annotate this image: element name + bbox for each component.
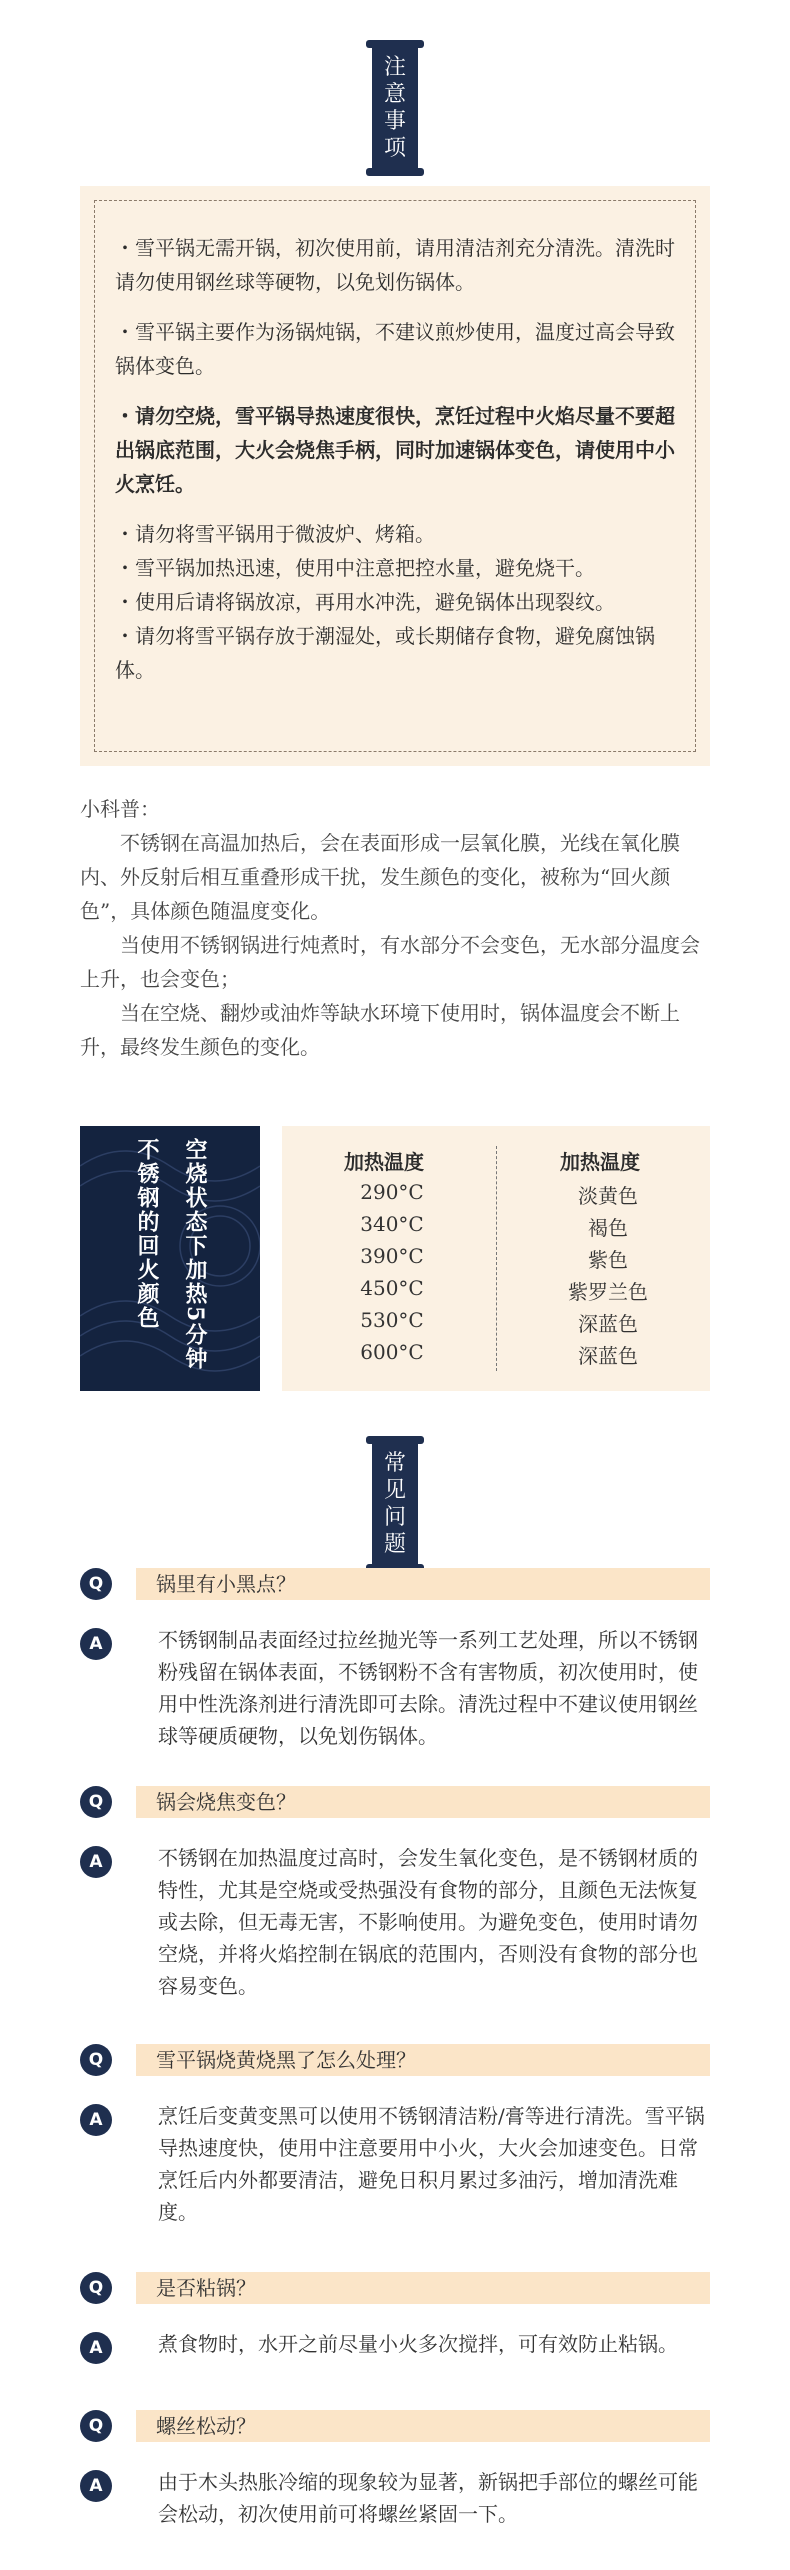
question-badge: Q bbox=[80, 1568, 112, 1600]
table-cell-color: 紫色 bbox=[588, 1248, 628, 1272]
answer-badge: A bbox=[80, 2104, 112, 2136]
science-paragraph: 不锈钢在高温加热后，会在表面形成一层氧化膜，光线在氧化膜内、外反射后相互重叠形成干扰，发生颜色的变化，被称为“回火颜色”，具体颜色随温度变化。 bbox=[80, 831, 680, 923]
seal-char: 事 bbox=[383, 109, 406, 134]
notice-box bbox=[80, 186, 710, 766]
faq-answer: 不锈钢在加热温度过高时，会发生氧化变色，是不锈钢材质的特性，尤其是空烧或受热强没有食物的部分，且颜色无法恢复或去除，但无毒无害，不影响使用。为避免变色，使用时请勿空烧，并将火焰控制在锅底的范围内，否则没有食物的部分也容易变色。 bbox=[158, 1846, 698, 1998]
wave-pattern-icon bbox=[80, 1126, 260, 1391]
science-paragraph: 当使用不锈钢锅进行炖煮时，有水部分不会变色，无水部分温度会上升，也会变色； bbox=[80, 933, 700, 991]
faq-question: 雪平锅烧黄烧黑了怎么处理？ bbox=[136, 2044, 710, 2076]
notice-item: ・使用后请将锅放凉，再用水冲洗，避免锅体出现裂纹。 bbox=[115, 590, 615, 614]
science-heading: 小科普： bbox=[80, 797, 160, 821]
faq-question: 螺丝松动？ bbox=[136, 2410, 710, 2442]
answer-badge: A bbox=[80, 2470, 112, 2502]
faq-answer: 由于木头热胀冷缩的现象较为显著，新锅把手部位的螺丝可能会松动，初次使用前可将螺丝紧固一下。 bbox=[158, 2470, 698, 2526]
table-cell-color: 褐色 bbox=[588, 1216, 628, 1240]
seal-char: 注 bbox=[383, 55, 406, 80]
notice-item: ・雪平锅加热迅速，使用中注意把控水量，避免烧干。 bbox=[115, 556, 595, 580]
answer-badge: A bbox=[80, 1628, 112, 1660]
seal-char: 问 bbox=[383, 1505, 406, 1530]
question-badge: Q bbox=[80, 1786, 112, 1818]
notice-seal bbox=[372, 44, 418, 172]
temperature-color-table bbox=[282, 1126, 710, 1391]
notice-item-warning: ・请勿空烧，雪平锅导热速度很快，烹饪过程中火焰尽量不要超出锅底范围，大火会烧焦手柄，同时加速锅体变色，请使用中小火烹饪。 bbox=[115, 404, 675, 496]
table-cell-temp: 390°C bbox=[360, 1244, 424, 1268]
faq-answer: 不锈钢制品表面经过拉丝抛光等一系列工艺处理，所以不锈钢粉残留在锅体表面，不锈钢粉不含有害物质，初次使用时，使用中性洗涤剂进行清洗即可去除。清洗过程中不建议使用钢丝球等硬质硬物，以免划伤锅体。 bbox=[158, 1628, 698, 1748]
question-badge: Q bbox=[80, 2410, 112, 2442]
table-cell-temp: 450°C bbox=[360, 1276, 424, 1300]
table-header-color: 加热温度 bbox=[560, 1150, 640, 1174]
table-cell-color: 深蓝色 bbox=[578, 1344, 638, 1368]
question-badge: Q bbox=[80, 2044, 112, 2076]
temper-color-panel bbox=[80, 1126, 260, 1391]
seal-char: 题 bbox=[383, 1532, 406, 1557]
notice-content bbox=[94, 200, 696, 752]
notice-item: ・请勿将雪平锅用于微波炉、烤箱。 bbox=[115, 522, 435, 546]
faq-question: 锅会烧焦变色？ bbox=[136, 1786, 710, 1818]
table-cell-color: 淡黄色 bbox=[578, 1184, 638, 1208]
notice-item: ・请勿将雪平锅存放于潮湿处，或长期储存食物，避免腐蚀锅体。 bbox=[115, 624, 655, 682]
question-badge: Q bbox=[80, 2272, 112, 2304]
table-cell-color: 紫罗兰色 bbox=[568, 1280, 648, 1304]
notice-item: ・雪平锅主要作为汤锅炖锅，不建议煎炒使用，温度过高会导致锅体变色。 bbox=[115, 320, 675, 378]
faq-question: 锅里有小黑点？ bbox=[136, 1568, 710, 1600]
table-divider bbox=[496, 1146, 497, 1371]
table-cell-temp: 600°C bbox=[360, 1340, 424, 1364]
notice-item: ・雪平锅无需开锅，初次使用前，请用清洁剂充分清洗。清洗时请勿使用钢丝球等硬物，以免划伤锅体。 bbox=[115, 236, 675, 294]
seal-char: 见 bbox=[383, 1478, 406, 1503]
science-paragraph: 当在空烧、翻炒或油炸等缺水环境下使用时，锅体温度会不断上升，最终发生颜色的变化。 bbox=[80, 1001, 680, 1059]
faq-question: 是否粘锅？ bbox=[136, 2272, 710, 2304]
answer-badge: A bbox=[80, 2332, 112, 2364]
faq-answer: 煮食物时，水开之前尽量小火多次搅拌，可有效防止粘锅。 bbox=[158, 2332, 678, 2356]
table-cell-temp: 530°C bbox=[360, 1308, 424, 1332]
table-cell-temp: 340°C bbox=[360, 1212, 424, 1236]
answer-badge: A bbox=[80, 1846, 112, 1878]
table-cell-temp: 290°C bbox=[360, 1180, 424, 1204]
table-header-temp: 加热温度 bbox=[344, 1150, 424, 1174]
seal-char: 项 bbox=[383, 136, 406, 161]
faq-answer: 烹饪后变黄变黑可以使用不锈钢清洁粉/膏等进行清洗。雪平锅导热速度快，使用中注意要用中小火，大火会加速变色。日常烹饪后内外都要清洁，避免日积月累过多油污，增加清洗难度。 bbox=[158, 2104, 705, 2224]
panel-heading-2: 不锈钢的回火颜色 bbox=[134, 1138, 160, 1330]
science-section bbox=[80, 792, 710, 1064]
table-cell-color: 深蓝色 bbox=[578, 1312, 638, 1336]
panel-heading-1: 空烧状态下加热5分钟 bbox=[182, 1138, 208, 1372]
seal-char: 常 bbox=[383, 1451, 406, 1476]
faq-seal bbox=[372, 1440, 418, 1568]
seal-char: 意 bbox=[383, 82, 406, 107]
